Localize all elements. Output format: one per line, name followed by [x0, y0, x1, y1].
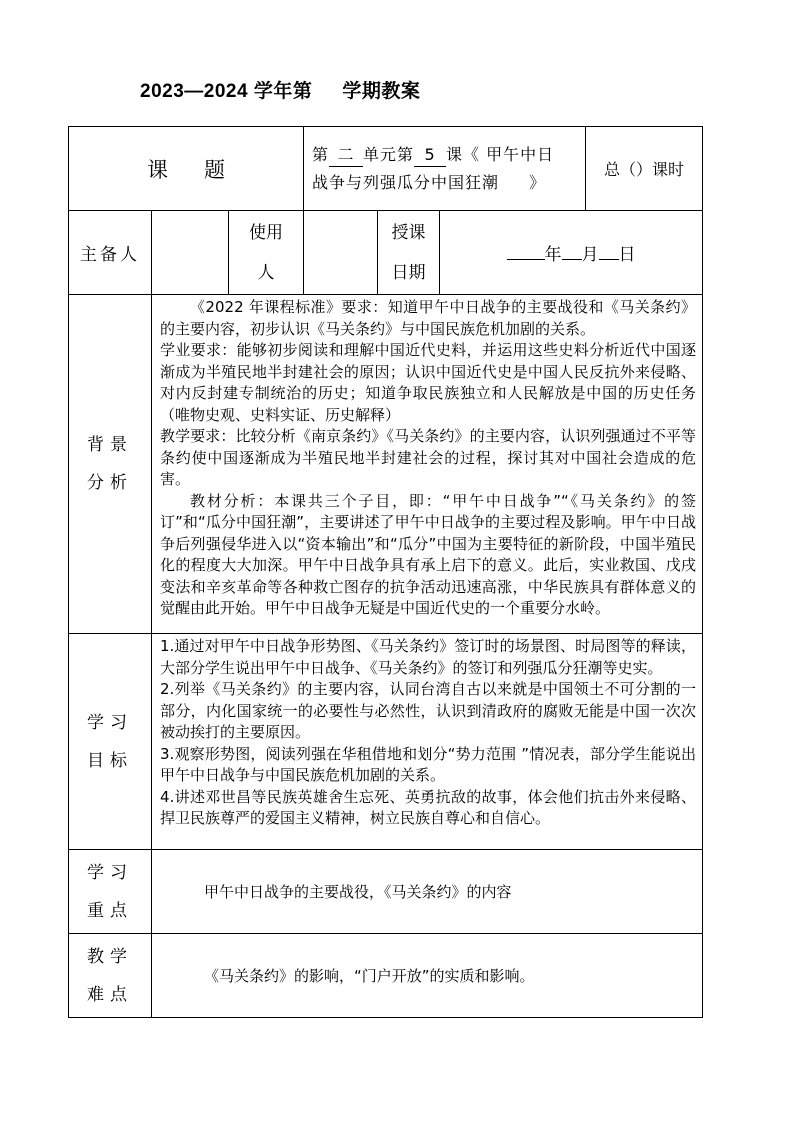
lesson-suffix: 课《 甲午中日 [446, 144, 555, 164]
lesson-prefix: 第 [312, 144, 330, 164]
info-row [69, 211, 703, 295]
title-term-part: 学期教案 [342, 81, 421, 102]
objective-item: 1.通过对甲午中日战争形势图、《马关条约》签订时的场景图、时局图等的释读，大部分学生说出甲午中日战争、《马关条约》的签订和列强瓜分狂潮等史实。 [160, 637, 697, 677]
document-title [140, 76, 420, 103]
date-value: 年 月 日 [440, 211, 703, 295]
user-value [304, 211, 378, 295]
key-points-row [69, 850, 703, 934]
date-label: 授课 日期 [378, 211, 440, 295]
preparer-label: 主备人 [69, 211, 152, 295]
objectives-row [69, 634, 703, 850]
total-hours: 总（）课时 [586, 127, 703, 211]
lesson-title-line2: 战争与列强瓜分中国狂潮 [312, 172, 500, 192]
difficult-points-label: 教学 难点 [69, 934, 152, 1018]
background-row [69, 295, 703, 634]
topic-row [69, 127, 703, 211]
objective-item: 4.讲述邓世昌等民族英雄舍生忘死、英勇抗敌的故事，体会他们抗击外来侵略、捍卫民族尊严的爱国主义精神，树立民族自尊心和自信心。 [160, 787, 697, 827]
background-content [152, 295, 703, 634]
unit-number: 二 [329, 144, 363, 167]
objective-item: 2.列举《马关条约》的主要内容，认同台湾自古以来就是中国领土不可分割的一部分，内化国家统一的必要性与必然性，认识到清政府的腐败无能是中国一次次被动挨打的主要原因。 [160, 680, 697, 741]
lesson-title-cell [304, 127, 586, 211]
background-paragraph: 《2022 年课程标准》要求：知道甲午中日战争的主要战役和《马关条约》的主要内容，初步认识《马关条约》与中国民族危机加剧的关系。 [160, 298, 697, 338]
lesson-plan-table [68, 126, 703, 1018]
preparer-value [152, 211, 229, 295]
difficult-points-text: 《马关条约》的影响，“门户开放”的实质和影响。 [152, 934, 703, 1018]
background-paragraph: 教材分析：本课共三个子目，即：“甲午中日战争”“《马关条约》的签订”和“瓜分中国狂潮”，主要讲述了甲午中日战争的主要过程及影响。甲午中日战争后列强侵华进入以“资本输出”和“瓜分”中国为主要特征的新阶段，中国半殖民化的程度大大加深。甲午中日战争具有承上启下的意义。此后，实业救国、戊戌变法和辛亥革命等各种救亡图存的抗争活动迅速高涨，中华民族具有群体意义的觉醒由此开始。甲午中日战争无疑是中国近代史的一个重要分水岭。 [160, 491, 697, 617]
lesson-number: 5 [414, 144, 446, 167]
background-paragraph: 学业要求：能够初步阅读和理解中国近代史料，并运用这些史料分析近代中国逐渐成为半殖民地半封建社会的原因；认识中国近代史是中国人民反抗外来侵略、对内反封建专制统治的历史；知道争取民族独立和人民解放是中国的历史任务（唯物史观、史料实证、历史解释） [160, 341, 697, 424]
user-label: 使用 人 [229, 211, 304, 295]
topic-label: 课题 [69, 127, 304, 211]
difficult-points-row [69, 934, 703, 1018]
unit-mid-text: 单元第 [363, 144, 415, 164]
objective-item: 3.观察形势图，阅读列强在华租借地和划分“势力范围 ”情况表，部分学生能说出甲午中日战争与中国民族危机加剧的关系。 [160, 744, 697, 784]
key-points-text: 甲午中日战争的主要战役，《马关条约》的内容 [152, 850, 703, 934]
key-points-label: 学习 重点 [69, 850, 152, 934]
title-year-part: 2023—2024 学年第 [140, 81, 313, 102]
objectives-content [152, 634, 703, 850]
background-paragraph: 教学要求：比较分析《南京条约》《马关条约》的主要内容，认识列强通过不平等条约使中国逐渐成为半殖民地半封建社会的过程，探讨其对中国社会造成的危害。 [160, 427, 697, 488]
objectives-label: 学习 目标 [69, 634, 152, 850]
background-label: 背景 分析 [69, 295, 152, 634]
lesson-close-bracket: 》 [529, 172, 547, 192]
